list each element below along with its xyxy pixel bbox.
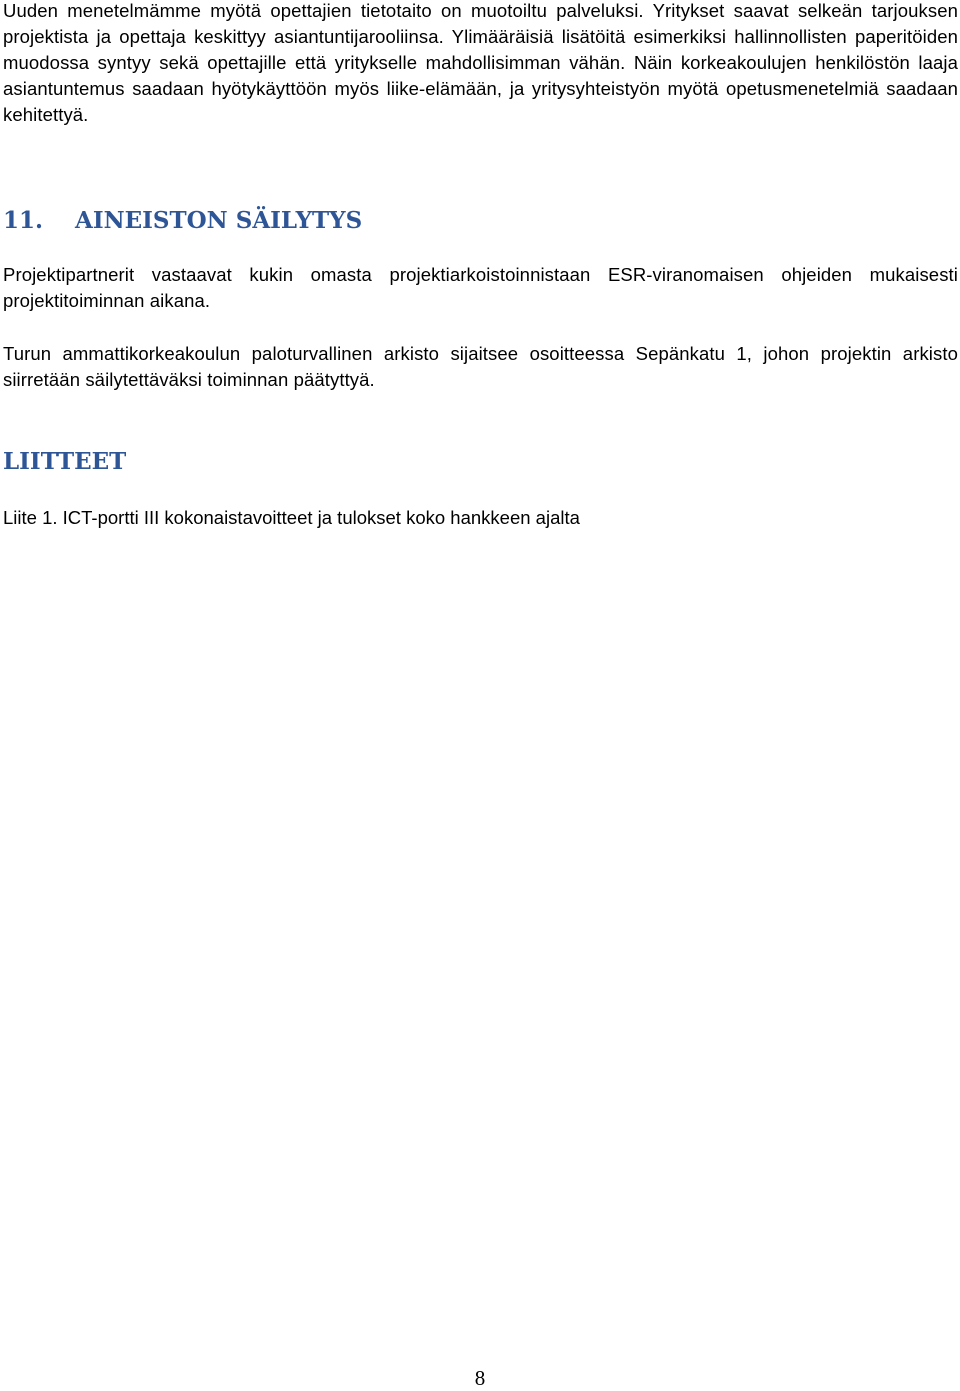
section-heading bbox=[3, 206, 362, 236]
section-number: 11. bbox=[3, 207, 44, 234]
intro-paragraph: Uuden menetelmämme myötä opettajien tietotaito on muotoiltu palveluksi. Yritykset saavat selkeän tarjouksen projektista ja opettaja keskittyy asiantuntijarooliinsa. Ylimääräisiä lisätöitä esimerkiksi hallinnollisten paperitöiden muodossa syntyy sekä opettajille että yritykselle mahdollisimman vähän. Näin korkeakoulujen henkilöstön laaja asiantuntemus saadaan hyötykäyttöön myös liike-elämään, ja yritysyhteistyön myötä opetusmenetelmiä saadaan kehitettyä. bbox=[3, 0, 958, 125]
page-number: 8 bbox=[474, 1366, 486, 1390]
partners-paragraph: Projektipartnerit vastaavat kukin omasta projektiarkoistoinnistaan ESR-viranomaisen ohjeiden mukaisesti projektitoiminnan aikana. bbox=[3, 264, 958, 311]
appendix-item: Liite 1. ICT-portti III kokonaistavoitteet ja tulokset koko hankkeen ajalta bbox=[3, 507, 580, 528]
archive-paragraph: Turun ammattikorkeakoulun paloturvallinen arkisto sijaitsee osoitteessa Sepänkatu 1, johon projektin arkisto siirretään säilytettäväksi toiminnan päätyttyä. bbox=[3, 343, 958, 390]
appendices-heading: LIITTEET bbox=[3, 448, 127, 475]
section-title: AINEISTON SÄILYTYS bbox=[75, 207, 363, 234]
